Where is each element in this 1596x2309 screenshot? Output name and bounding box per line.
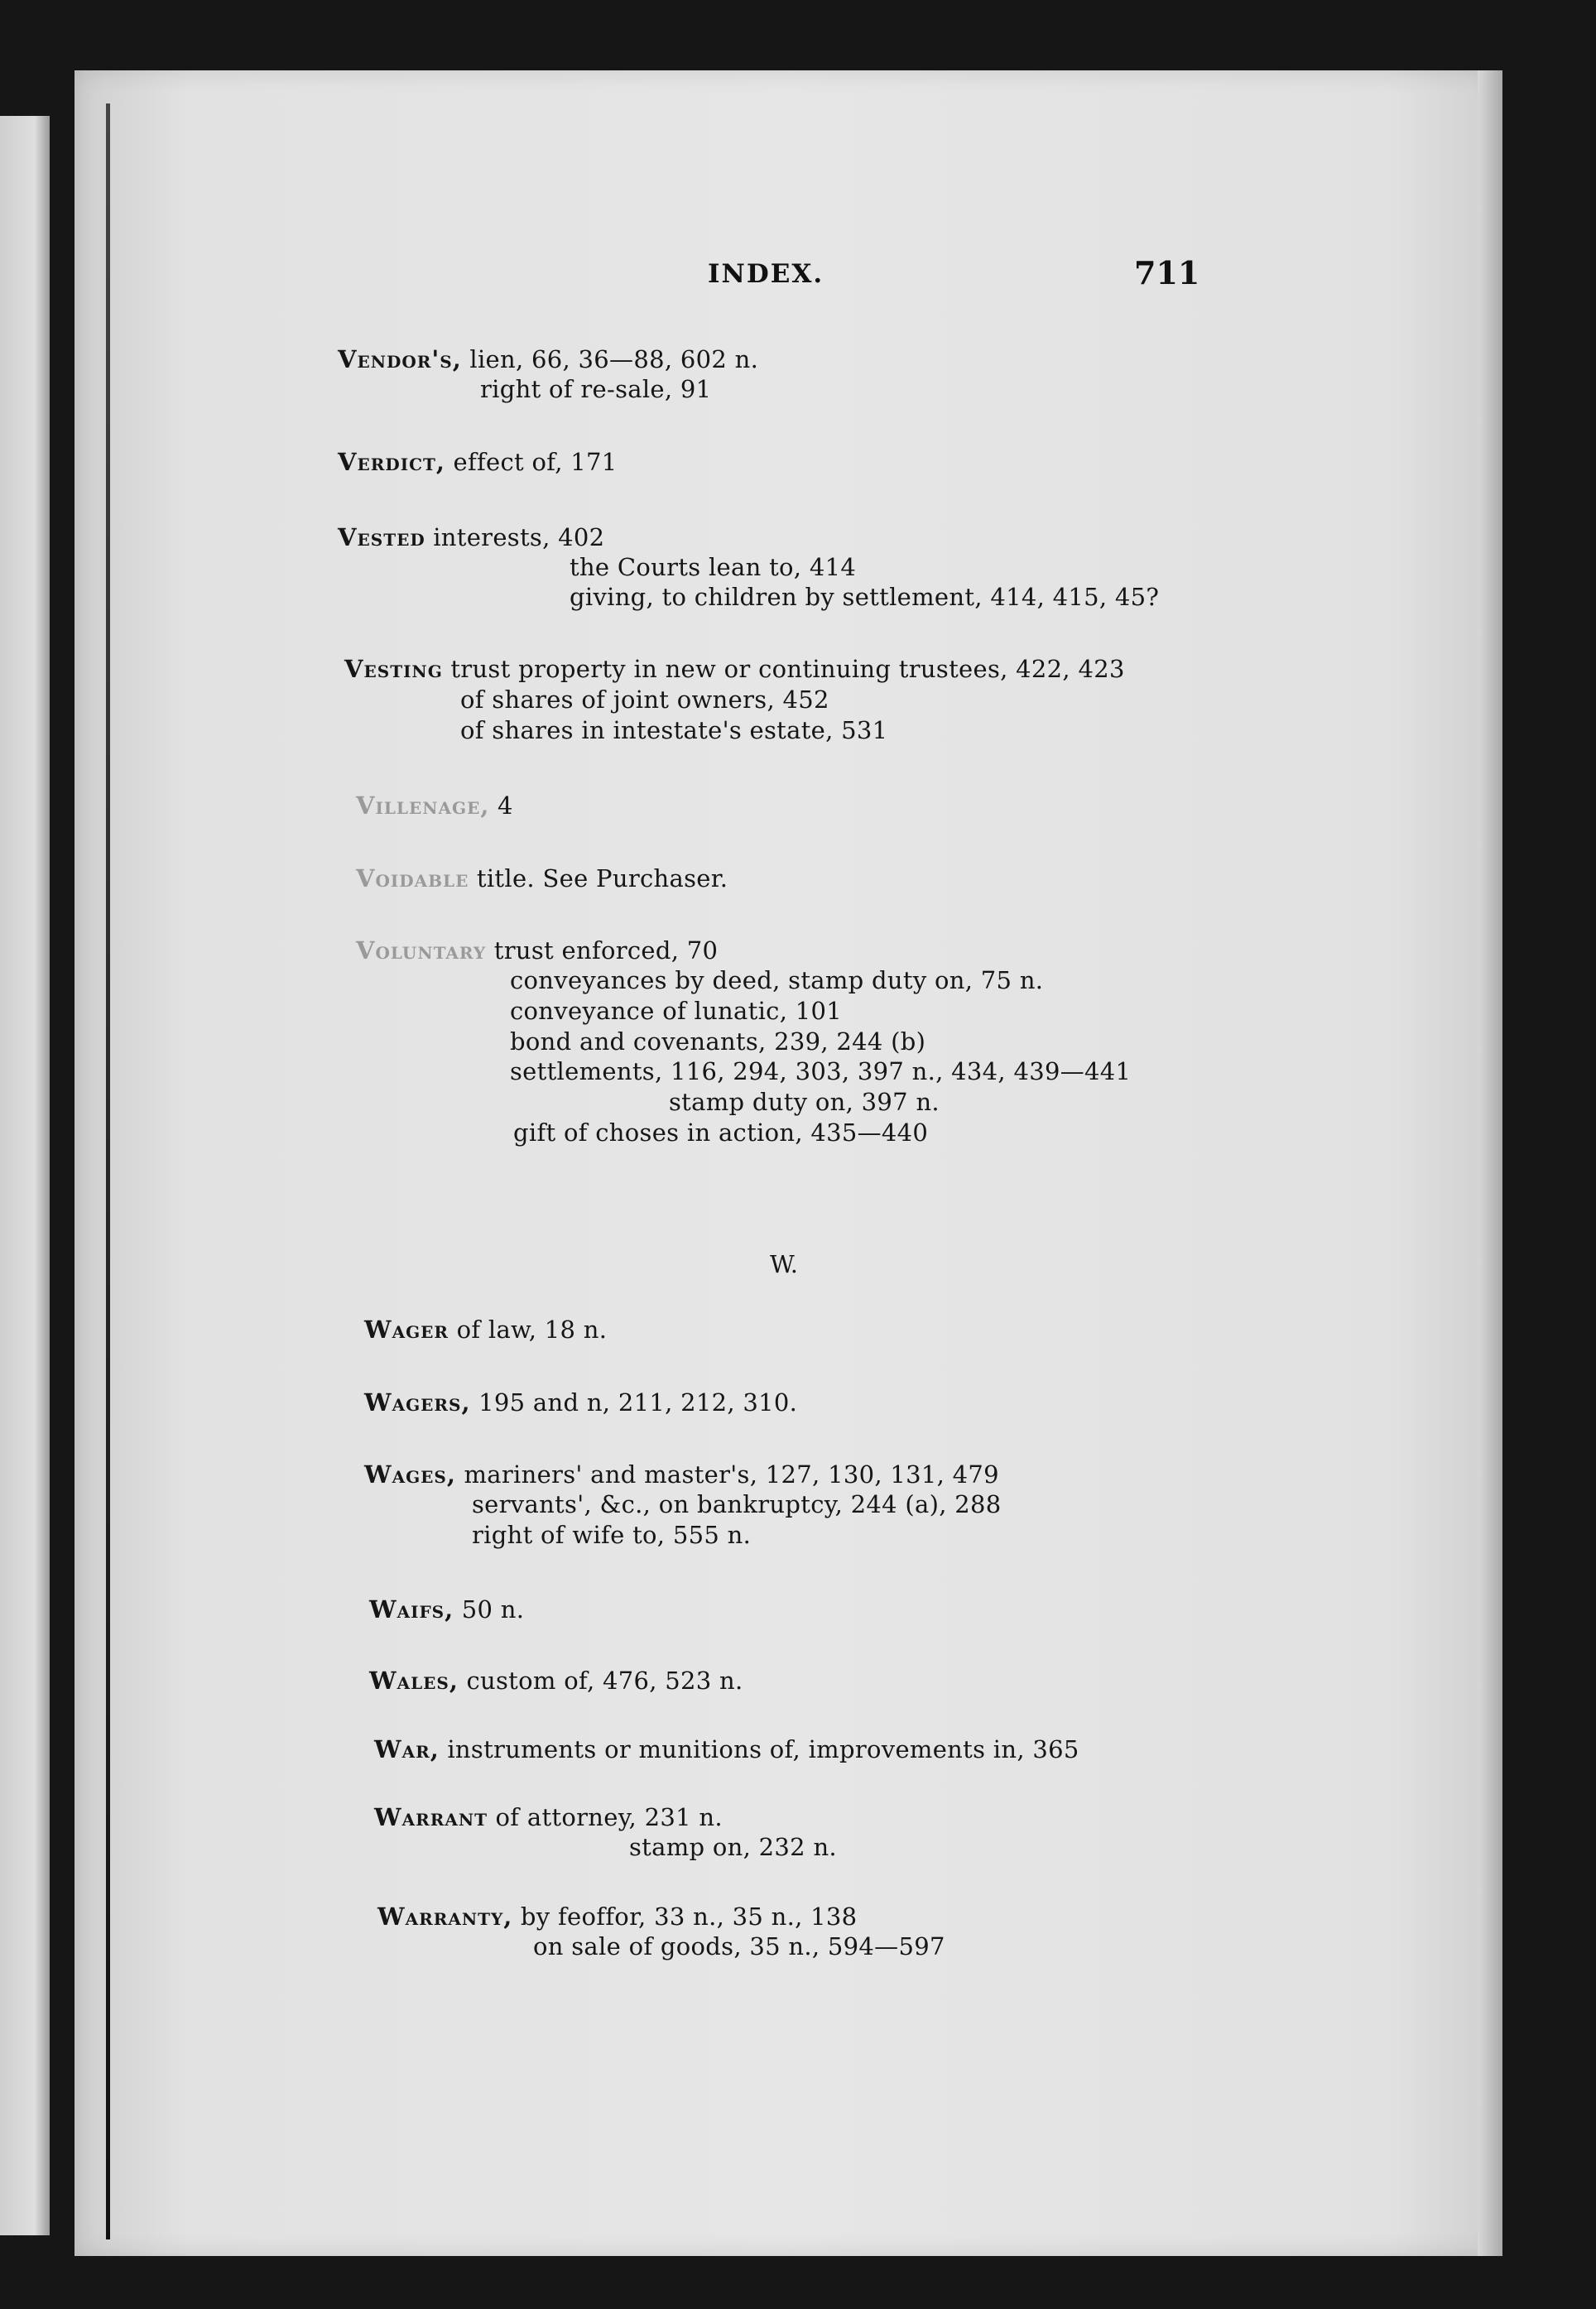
index-entry-waifs [369,1595,524,1625]
entry-subline: right of re-sale, 91 [480,375,712,403]
entry-line: of law, 18 n. [456,1316,608,1344]
entry-line: mariners' and master's, 127, 130, 131, 479 [464,1460,999,1489]
page-edge [1478,70,1502,2256]
entry-subline: bond and covenants, 239, 244 (b) [510,1027,926,1056]
entry-headword: Villenage, [356,791,490,820]
gutter-shadow [106,103,110,2239]
entry-headword: Waifs, [369,1595,454,1624]
entry-line: effect of, 171 [453,448,618,476]
entry-subline: stamp on, 232 n. [629,1833,837,1861]
entry-subline: giving, to children by settlement, 414, 415, 45? [570,583,1160,611]
entry-subline: right of wife to, 555 n. [472,1521,752,1549]
section-letter: W. [770,1250,798,1278]
entry-line: interests, 402 [433,523,605,551]
entry-subline: settlements, 116, 294, 303, 397 n., 434, 439—441 [510,1057,1132,1085]
entry-line: of attorney, 231 n. [495,1803,723,1831]
index-entry-voidable [356,863,728,894]
page-number: 711 [1134,254,1200,291]
entry-line: lien, 66, 36—88, 602 n. [469,345,759,373]
entry-subline: gift of choses in action, 435—440 [513,1118,929,1147]
entry-headword: Wales, [369,1667,459,1695]
index-entry-warranty [377,1902,857,1932]
running-head: INDEX. [708,259,824,289]
entry-subline: stamp duty on, 397 n. [669,1088,940,1116]
entry-headword: Vested [338,523,425,551]
index-entry-vesting [344,654,1125,685]
entry-headword: Vendor's, [338,345,462,373]
entry-subline: of shares in intestate's estate, 531 [460,716,888,744]
entry-line: 195 and n, 211, 212, 310. [478,1388,798,1417]
index-entry-war [374,1734,1079,1765]
index-entry-vendors [338,344,758,375]
entry-headword: Voidable [356,864,469,892]
index-entry-villenage [356,791,513,821]
entry-line: trust property in new or continuing trustees, 422, 423 [450,655,1125,683]
index-entry-verdict [338,447,618,478]
entry-subline: on sale of goods, 35 n., 594—597 [533,1932,945,1960]
entry-headword: War, [374,1735,440,1763]
index-entry-wages [364,1460,999,1490]
index-entry-wager [364,1315,607,1345]
facing-page-edge [0,116,50,2235]
entry-headword: Wages, [364,1460,456,1489]
entry-headword: Warrant [374,1803,488,1831]
entry-headword: Wagers, [364,1388,471,1417]
entry-subline: the Courts lean to, 414 [570,553,857,581]
entry-line: custom of, 476, 523 n. [466,1667,743,1695]
index-entry-vested [338,522,604,553]
index-entry-wagers [364,1388,797,1418]
entry-line: by feoffor, 33 n., 35 n., 138 [520,1903,858,1931]
index-entry-voluntary [356,936,718,966]
entry-line: trust enforced, 70 [493,936,719,964]
entry-line: title. See Purchaser. [476,864,728,892]
entry-headword: Verdict, [338,448,445,476]
entry-headword: Voluntary [356,936,487,964]
index-entry-warrant [374,1802,723,1833]
index-entry-wales [369,1666,743,1696]
entry-headword: Warranty, [377,1903,513,1931]
entry-headword: Vesting [344,655,443,683]
entry-line: instruments or munitions of, improvements in, 365 [447,1735,1079,1763]
entry-line: 4 [497,791,513,820]
entry-line: 50 n. [461,1595,525,1624]
entry-subline: conveyances by deed, stamp duty on, 75 n. [510,966,1044,994]
entry-subline: of shares of joint owners, 452 [460,685,829,714]
entry-headword: Wager [364,1316,449,1344]
entry-subline: conveyance of lunatic, 101 [510,997,842,1025]
entry-subline: servants', &c., on bankruptcy, 244 (a), 288 [472,1490,1002,1518]
